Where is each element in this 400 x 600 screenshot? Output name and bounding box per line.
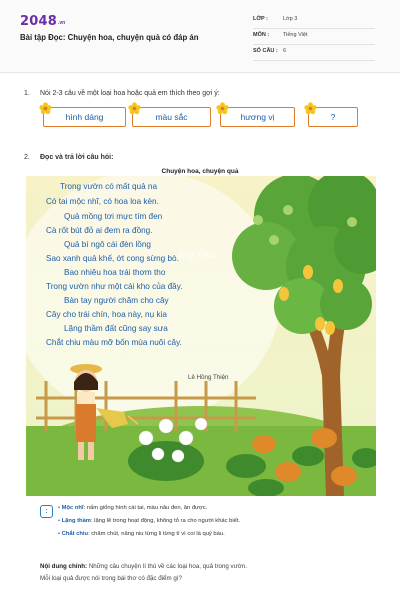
poem-line: Cà rốt bút đỏ ai đem ra đồng. (46, 226, 153, 235)
poem-line: Có tai mộc nhĩ, có hoa loa kèn. (46, 197, 159, 206)
poem-line: Cây cho trái chín, hoa này, nụ kia (46, 310, 167, 319)
question-1-number: 1. (24, 90, 30, 97)
main-content-text: Những câu chuyện lí thú về các loại hoa, quả trong vườn. (87, 563, 247, 570)
poem-line: Lặng thầm đất cũng say sưa (64, 324, 168, 333)
poem-line: Chắt chiu màu mỡ bốn mùa nuôi cây. (46, 338, 182, 347)
poem-line: Bàn tay người chăm cho cây (64, 296, 169, 305)
question-2-number: 2. (24, 154, 30, 161)
glossary-definition: : chăm chút, nâng niu từng li từng tí vì coi là quý báu. (88, 531, 225, 537)
poem-author: Lê Hồng Thiện (188, 374, 229, 381)
glossary-item: • Chắt chiu: chăm chút, nâng niu từng li từng tí vì coi là quý báu. (58, 531, 225, 537)
meta-subject-key: MÔN : (253, 32, 270, 38)
hint-chip-shape (43, 107, 126, 127)
hint-chip-label: ? (330, 112, 336, 122)
hint-chip-label: hình dáng (65, 112, 104, 122)
meta-count (253, 46, 375, 61)
poem-line: Bao nhiêu hoa trái thơm tho (64, 268, 166, 277)
hint-chip-label: màu sắc (155, 112, 188, 122)
info-icon: : (40, 505, 53, 518)
poem-line: Sao xanh quả khế, ớt cong sừng bò. (46, 254, 179, 263)
glossary-definition: : nấm giống hình cái tai, màu nâu đen, ăn được. (83, 505, 208, 511)
sub-question: Mỗi loại quả được nói trong bài thơ có đặc điểm gì? (40, 575, 182, 582)
poem-line: Quả mồng tơi mực tím đen (64, 212, 163, 221)
watermark: ng tạo (178, 246, 217, 261)
site-logo[interactable]: 2048 (20, 14, 57, 29)
poem-title: Chuyện hoa, chuyện quả (161, 168, 239, 175)
main-content-label: Nội dung chính: (40, 563, 88, 570)
main-content (40, 563, 247, 570)
glossary-item: • Lặng thầm: lặng lẽ trong hoạt động, không tỏ ra cho người khác biết. (58, 518, 241, 524)
poem-illustration (26, 176, 376, 496)
meta-subject (253, 30, 375, 45)
poem-line: Quả bí ngô cái đèn lồng (64, 240, 151, 249)
glossary-item: • Mộc nhĩ: nấm giống hình cái tai, màu nâu đen, ăn được. (58, 505, 208, 511)
hint-chip-other (308, 107, 358, 127)
meta-subject-value: Tiếng Việt (283, 32, 308, 38)
question-2-text: Đọc và trả lời câu hỏi: (40, 154, 114, 161)
glossary-term: Mộc nhĩ (61, 505, 84, 511)
poem-line: Trong vườn như một cái kho của đầy. (46, 282, 183, 291)
hint-chip-taste (220, 107, 295, 127)
meta-grade (253, 14, 375, 29)
poem-line: Trong vườn có mất quả na (60, 182, 158, 191)
question-1-text: Nói 2-3 câu về một loại hoa hoặc quả em thích theo gợi ý: (40, 90, 220, 97)
meta-grade-key: LỚP : (253, 16, 268, 22)
meta-count-key: SỐ CÂU : (253, 48, 278, 54)
meta-grade-value: Lớp 3 (283, 16, 298, 22)
glossary-definition: : lặng lẽ trong hoạt động, không tỏ ra cho người khác biết. (90, 518, 241, 524)
site-logo-suffix: .vn (58, 20, 66, 26)
meta-count-value: 6 (283, 48, 287, 54)
glossary-term: Chắt chiu (61, 531, 89, 537)
hint-chip-color (132, 107, 211, 127)
glossary-term: Lặng thầm (61, 518, 91, 524)
document-title: Bài tập Đọc: Chuyện hoa, chuyện quả có đáp án (20, 33, 199, 42)
document-header (0, 0, 400, 73)
hint-chip-label: hương vị (240, 112, 275, 122)
